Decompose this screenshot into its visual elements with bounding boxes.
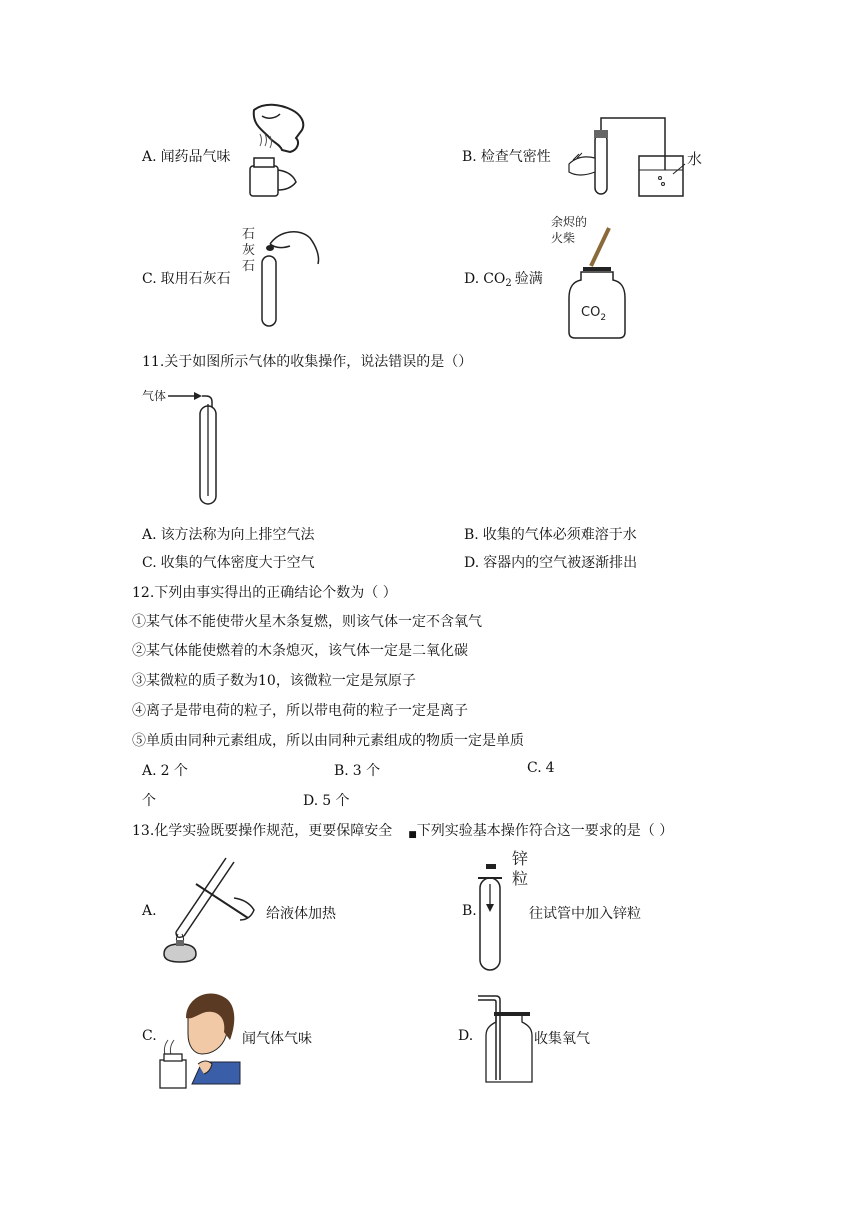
- q12-statement-5: ⑤单质由同种元素组成，所以由同种元素组成的物质一定是单质: [132, 733, 524, 749]
- option-a-text: 闻药品气味: [160, 149, 231, 165]
- q12-option-b: B. 3 个: [334, 763, 381, 779]
- limestone-figure: [240, 220, 330, 330]
- ember-match-label-2: 火柴: [551, 231, 576, 245]
- q11-stem: 11.关于如图所示气体的收集操作，说法错误的是（）: [142, 354, 473, 370]
- q13-option-c-text: 闻气体气味: [242, 1031, 312, 1047]
- q13-option-d-letter: D.: [458, 1028, 474, 1044]
- q13-option-a-letter: A.: [142, 903, 157, 919]
- q13-stem: 13.化学实验既要操作规范，更要保障安全 ■下列实验基本操作符合这一要求的是（ ）: [132, 823, 674, 840]
- q13-option-a-text: 给液体加热: [266, 906, 336, 922]
- q12-statement-1: ①某气体不能使带火星木条复燃，则该气体一定不含氧气: [132, 614, 482, 630]
- zinc-label-2: 粒: [512, 869, 529, 888]
- option-c-text: 取用石灰石: [160, 271, 231, 287]
- zinc-label-1: 锌: [512, 849, 529, 868]
- co2-bottle-label: $CO_2$: [581, 305, 607, 323]
- heating-liquid-figure: [156, 848, 266, 966]
- option-b-text: 检查气密性: [480, 149, 551, 165]
- q12-option-d: D. 5 个: [303, 793, 350, 809]
- q11-option-d: D. 容器内的空气被逐渐排出: [464, 555, 638, 571]
- q10-option-c: C. 取用石灰石: [142, 271, 231, 287]
- gas-label: 气体: [142, 389, 167, 403]
- q11-option-b: B. 收集的气体必须难溶于水: [464, 527, 637, 543]
- q12-option-c-continued: 个: [142, 793, 156, 809]
- q10-option-a: A. 闻药品气味: [142, 149, 231, 165]
- q12-option-a: A. 2 个: [142, 763, 188, 779]
- co2-full-check-figure: [545, 212, 645, 342]
- q13-option-d-text: 收集氧气: [534, 1031, 590, 1047]
- limestone-label-1: 石: [242, 227, 256, 242]
- limestone-label-3: 石: [242, 259, 256, 274]
- q11-option-a: A. 该方法称为向上排空气法: [142, 527, 315, 543]
- gas-collection-figure: [140, 378, 240, 510]
- smelling-gas-figure: [152, 984, 244, 1090]
- ember-match-label-1: 余烬的: [551, 215, 588, 229]
- q13-option-c-letter: C.: [142, 1028, 157, 1044]
- q12-statement-3: ③某微粒的质子数为10，该微粒一定是氖原子: [132, 673, 416, 689]
- q13-option-b-text: 往试管中加入锌粒: [529, 906, 641, 922]
- q13-option-b-letter: B.: [462, 903, 477, 919]
- q10-option-b: B. 检查气密性: [462, 149, 551, 165]
- water-label: 水: [687, 150, 703, 168]
- limestone-label-2: 灰: [242, 243, 256, 258]
- q12-option-c: C. 4: [527, 760, 555, 776]
- option-d-text: $CO_2$ 验满: [483, 271, 543, 289]
- q12-stem: 12.下列由事实得出的正确结论个数为（ ）: [132, 585, 397, 601]
- smelling-chemicals-figure: [240, 100, 320, 200]
- q10-option-d: D. $CO_2$ 验满: [464, 271, 543, 289]
- collecting-oxygen-figure: [474, 990, 538, 1086]
- airtightness-check-figure: [565, 112, 705, 202]
- q12-statement-4: ④离子是带电荷的粒子，所以带电荷的粒子一定是离子: [132, 703, 468, 719]
- q11-option-c: C. 收集的气体密度大于空气: [142, 555, 315, 571]
- q12-statement-2: ②某气体能使燃着的木条熄灭，该气体一定是二氧化碳: [132, 643, 468, 659]
